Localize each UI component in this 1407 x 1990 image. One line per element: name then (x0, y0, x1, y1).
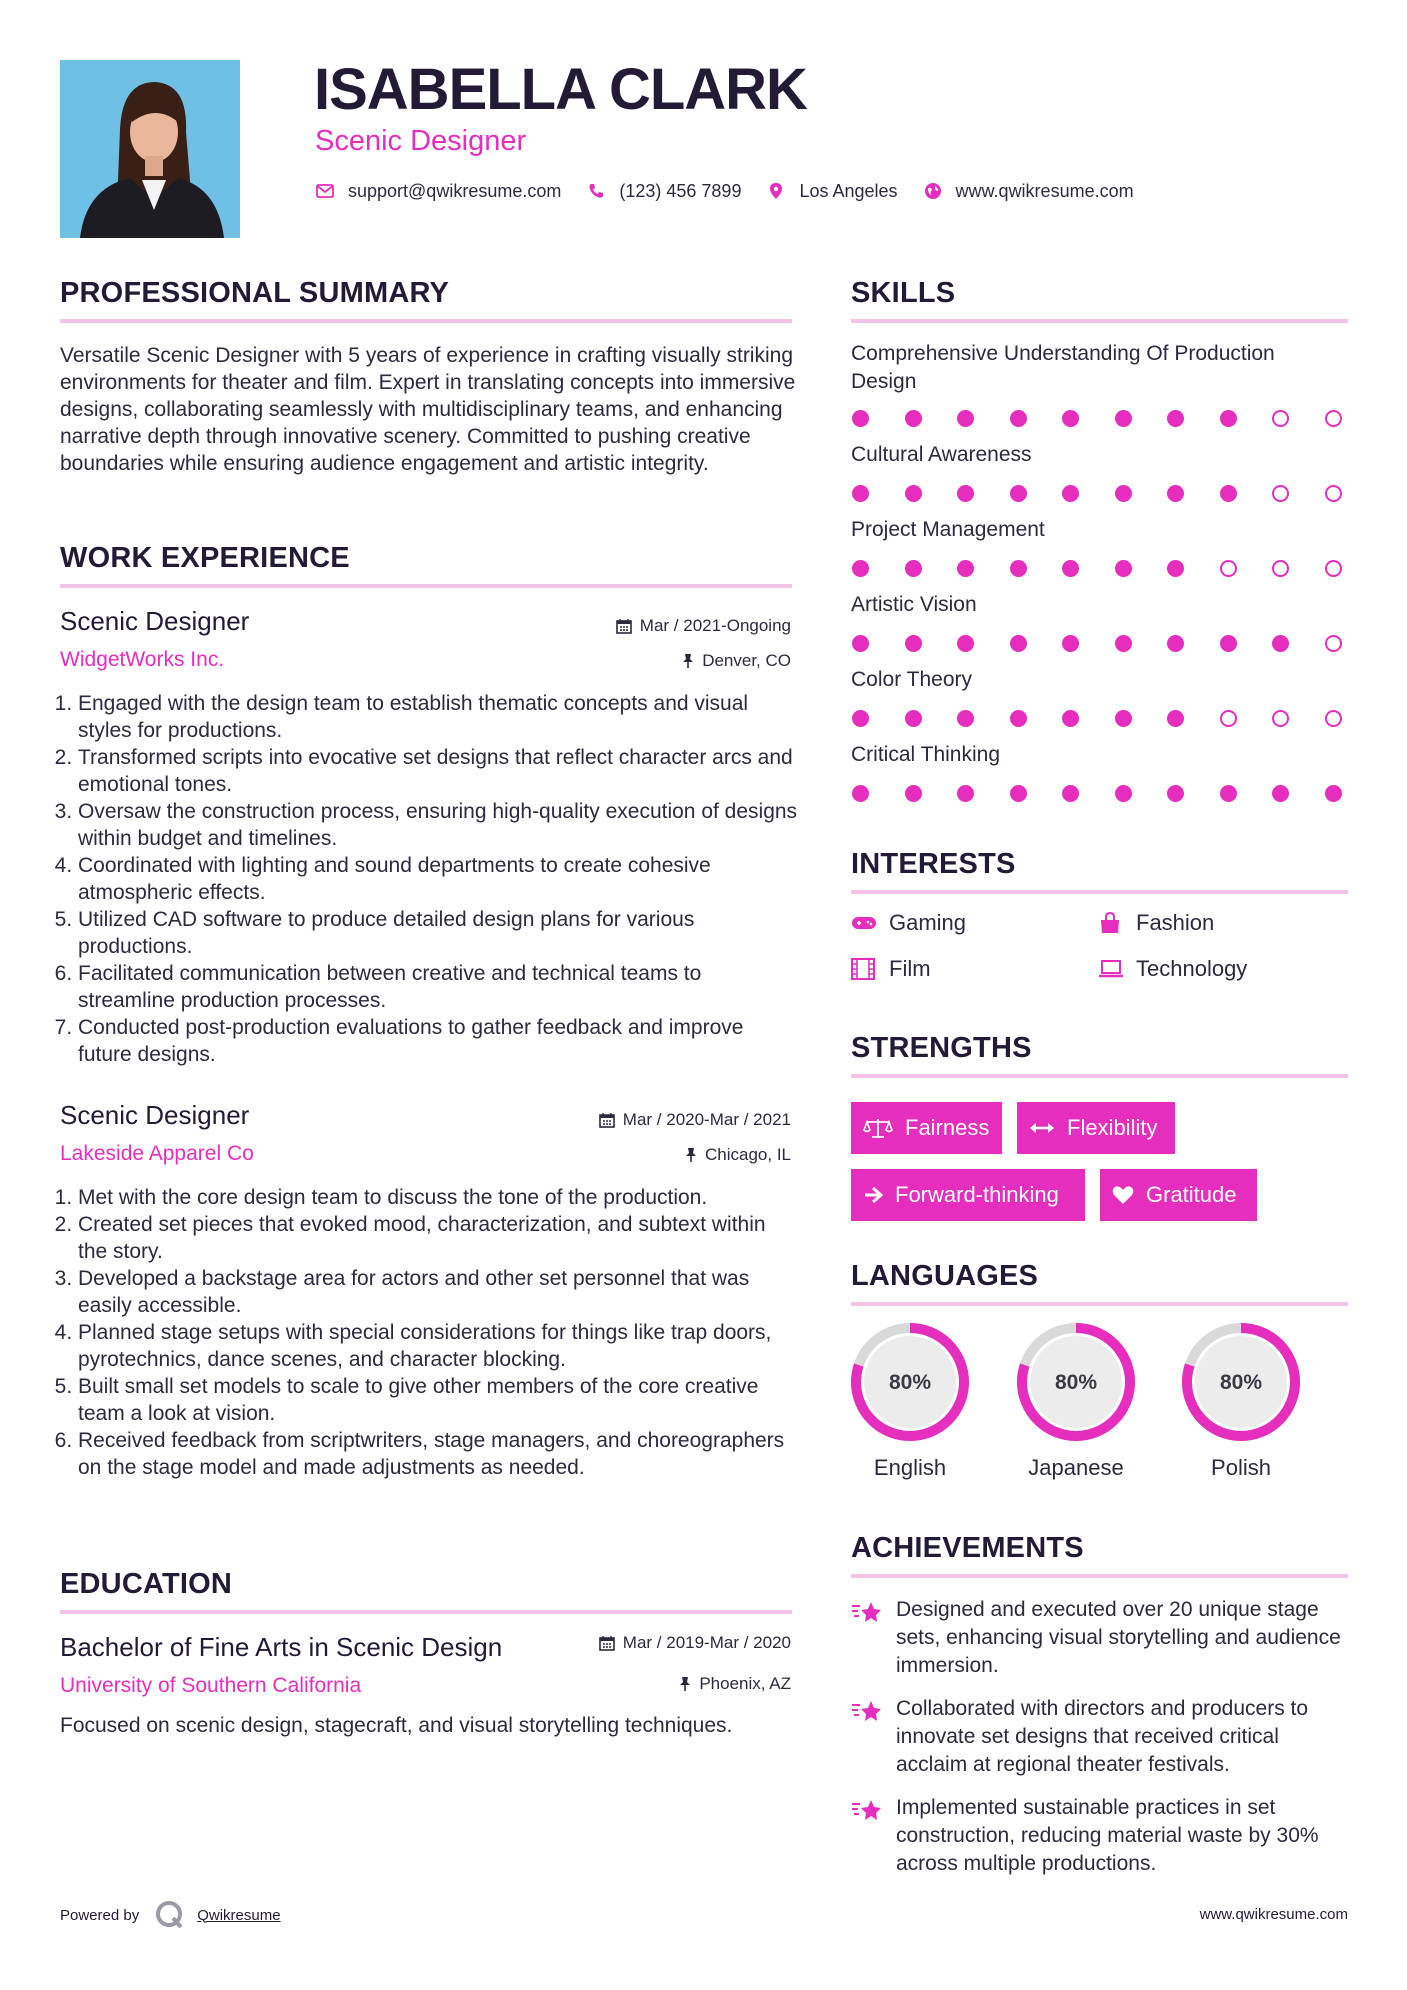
job-title: Scenic Designer (60, 606, 250, 636)
list-item: 6. Received feedback from scriptwriters, stage managers, and choreographers on the stage model and made adjustments as needed. (78, 1427, 800, 1481)
rating-dot-filled (1115, 635, 1132, 652)
rating-dot-filled (905, 710, 922, 727)
job-location (682, 651, 791, 671)
rating-dot-filled (1167, 710, 1184, 727)
rating-dot-filled (1167, 410, 1184, 427)
calendar-icon (599, 1112, 615, 1128)
strength-tag (851, 1102, 1002, 1154)
rating-dot-empty (1325, 560, 1342, 577)
laptop-icon (1098, 958, 1124, 980)
rating-dot-filled (905, 635, 922, 652)
strength-label: Forward-thinking (895, 1182, 1059, 1207)
heart-icon (1112, 1185, 1134, 1205)
list-item: 6. Facilitated communication between creative and technical teams to streamline production processes. (78, 960, 800, 1014)
summary-divider (60, 319, 792, 323)
rating-dot-filled (957, 485, 974, 502)
footer-powered-by (60, 1900, 281, 1930)
rating-dot-filled (852, 785, 869, 802)
skill-rating (852, 635, 1342, 652)
skill-rating (852, 785, 1342, 802)
job-company: WidgetWorks Inc. (60, 648, 225, 671)
achievements-divider (851, 1574, 1348, 1578)
rating-dot-filled (1062, 785, 1079, 802)
language-name: Polish (1211, 1455, 1271, 1480)
candidate-name: ISABELLA CLARK (314, 57, 807, 122)
strengths-divider (851, 1074, 1348, 1078)
language-percent: 80% (1054, 1371, 1098, 1394)
language-item (1014, 1320, 1138, 1481)
education-heading: EDUCATION (60, 1568, 233, 1600)
rating-dot-empty (1272, 560, 1289, 577)
job-title: Scenic Designer (60, 1100, 250, 1130)
rating-dot-filled (1115, 785, 1132, 802)
school-name: University of Southern California (60, 1674, 362, 1697)
interest-item (851, 910, 966, 936)
rating-dot-filled (852, 710, 869, 727)
rating-dot-filled (1272, 635, 1289, 652)
interest-label: Technology (1136, 956, 1248, 981)
interest-item (1098, 910, 1214, 936)
education-location (679, 1674, 791, 1694)
rating-dot-empty (1220, 710, 1237, 727)
experience-divider (60, 584, 792, 588)
rating-dot-filled (1115, 485, 1132, 502)
contact-location: Los Angeles (799, 180, 898, 201)
list-item: 5. Built small set models to scale to give other members of the core creative team a look at vision. (78, 1373, 800, 1427)
interest-label: Gaming (889, 910, 967, 935)
interests-divider (851, 890, 1348, 894)
rating-dot-empty (1272, 485, 1289, 502)
gamepad-icon (851, 912, 877, 934)
degree-title: Bachelor of Fine Arts in Scenic Design (60, 1632, 503, 1662)
rating-dot-filled (1062, 410, 1079, 427)
rating-dot-filled (1115, 560, 1132, 577)
rating-dot-empty (1325, 485, 1342, 502)
job-company: Lakeside Apparel Co (60, 1142, 254, 1165)
rating-dot-filled (852, 635, 869, 652)
education-location-text: Phoenix, AZ (699, 1674, 791, 1693)
rating-dot-filled (1010, 635, 1027, 652)
rating-dot-filled (1010, 560, 1027, 577)
rating-dot-filled (1062, 560, 1079, 577)
education-date-text: Mar / 2019-Mar / 2020 (622, 1633, 791, 1652)
language-progress-ring (1014, 1320, 1138, 1444)
arrow-right-icon (863, 1186, 883, 1204)
rating-dot-filled (905, 785, 922, 802)
job-location (685, 1145, 791, 1165)
contact-website[interactable]: www.qwikresume.com (955, 180, 1134, 201)
rating-dot-filled (905, 410, 922, 427)
rating-dot-filled (1325, 785, 1342, 802)
rating-dot-filled (1167, 635, 1184, 652)
rating-dot-filled (1220, 410, 1237, 427)
language-progress-ring (1179, 1320, 1303, 1444)
job-date-text: Mar / 2020-Mar / 2021 (622, 1110, 791, 1129)
interest-label: Film (889, 956, 931, 981)
footer-website[interactable]: www.qwikresume.com (1199, 1906, 1348, 1923)
rating-dot-empty (1325, 710, 1342, 727)
shopping-bag-icon (1098, 912, 1124, 934)
rating-dot-empty (1325, 635, 1342, 652)
arrows-horizontal-icon (1029, 1121, 1055, 1135)
experience-heading: WORK EXPERIENCE (60, 542, 350, 574)
summary-heading: PROFESSIONAL SUMMARY (60, 277, 450, 309)
award-star-icon (851, 1798, 883, 1826)
job-date (616, 616, 791, 636)
skill-name: Project Management (851, 518, 1045, 541)
interest-item (1098, 956, 1247, 982)
strength-label: Flexibility (1067, 1115, 1158, 1140)
rating-dot-filled (957, 410, 974, 427)
job-bullets (60, 690, 800, 1068)
brand-link[interactable]: Qwikresume (197, 1906, 281, 1924)
rating-dot-filled (1115, 410, 1132, 427)
job-location-text: Denver, CO (702, 651, 791, 670)
achievements-heading: ACHIEVEMENTS (851, 1532, 1084, 1564)
list-item: 5. Utilized CAD software to produce detailed design plans for various productions. (78, 906, 800, 960)
contact-email[interactable]: support@qwikresume.com (348, 180, 562, 201)
language-item (848, 1320, 972, 1481)
film-icon (851, 958, 877, 980)
rating-dot-empty (1220, 560, 1237, 577)
job-date (599, 1110, 791, 1130)
language-name: English (873, 1455, 947, 1480)
rating-dot-filled (1062, 635, 1079, 652)
rating-dot-filled (1220, 785, 1237, 802)
rating-dot-filled (1167, 560, 1184, 577)
list-item: 4. Planned stage setups with special considerations for things like trap doors, pyrotechnics, dance scenes, and character blocking. (78, 1319, 800, 1373)
education-date (599, 1633, 791, 1653)
strength-label: Gratitude (1146, 1182, 1237, 1207)
rating-dot-filled (1010, 785, 1027, 802)
job-bullets (60, 1184, 800, 1481)
rating-dot-filled (1062, 710, 1079, 727)
interest-label: Fashion (1136, 910, 1215, 935)
skill-name: Color Theory (851, 668, 972, 691)
calendar-icon (599, 1635, 615, 1651)
strength-tag (851, 1169, 1085, 1221)
interest-item (851, 956, 931, 982)
job-date-text: Mar / 2021-Ongoing (639, 616, 791, 635)
language-name: Japanese (1028, 1455, 1124, 1480)
candidate-role: Scenic Designer (315, 125, 527, 157)
balance-scale-icon (863, 1117, 893, 1139)
list-item: 1. Engaged with the design team to establish thematic concepts and visual styles for productions. (78, 690, 800, 744)
rating-dot-filled (852, 485, 869, 502)
rating-dot-filled (1272, 785, 1289, 802)
skill-rating (852, 710, 1342, 727)
skill-name: Critical Thinking (851, 743, 1000, 766)
skill-rating (852, 560, 1342, 577)
summary-text: Versatile Scenic Designer with 5 years of experience in crafting visually striking environments for theater and film. Expert in translating concepts into immersive designs, collaborating seamlessly with multidisciplinary teams, and enhancing narrative depth through innovative scenery. Committed to pushing creative boundaries while ensuring audience engagement and artistic integrity. (60, 344, 796, 475)
achievement-text: Implemented sustainable practices in set construction, reducing material waste by 30% across multiple productions. (896, 1796, 1319, 1875)
powered-by-label: Powered by (60, 1906, 140, 1924)
calendar-icon (616, 618, 632, 634)
language-progress-ring (848, 1320, 972, 1444)
strength-label: Fairness (905, 1115, 990, 1140)
pushpin-icon (682, 653, 694, 669)
rating-dot-filled (1167, 485, 1184, 502)
rating-dot-filled (1010, 410, 1027, 427)
qwikresume-logo-icon (155, 1900, 185, 1930)
rating-dot-filled (1220, 635, 1237, 652)
list-item: 3. Oversaw the construction process, ensuring high-quality execution of designs within budget and timelines. (78, 798, 800, 852)
languages-divider (851, 1302, 1348, 1306)
skill-name: Cultural Awareness (851, 443, 1032, 466)
list-item: 4. Coordinated with lighting and sound departments to create cohesive atmospheric effects. (78, 852, 800, 906)
rating-dot-filled (852, 560, 869, 577)
skill-name: Comprehensive Understanding Of Production Design (851, 342, 1275, 393)
pushpin-icon (679, 1676, 691, 1692)
pushpin-icon (685, 1147, 697, 1163)
rating-dot-filled (1010, 710, 1027, 727)
education-description: Focused on scenic design, stagecraft, and visual storytelling techniques. (60, 1714, 733, 1737)
map-pin-icon (765, 180, 787, 202)
strength-tag (1017, 1102, 1175, 1154)
language-percent: 80% (1219, 1371, 1263, 1394)
list-item: 3. Developed a backstage area for actors and other set personnel that was easily accessible. (78, 1265, 800, 1319)
award-star-icon (851, 1699, 883, 1727)
job-location-text: Chicago, IL (705, 1145, 791, 1164)
skills-heading: SKILLS (851, 277, 956, 309)
rating-dot-filled (1062, 485, 1079, 502)
interests-heading: INTERESTS (851, 848, 1016, 880)
rating-dot-filled (1167, 785, 1184, 802)
contact-phone[interactable]: (123) 456 7899 (619, 180, 742, 201)
rating-dot-empty (1272, 410, 1289, 427)
rating-dot-filled (957, 635, 974, 652)
rating-dot-filled (852, 410, 869, 427)
envelope-icon (314, 180, 336, 202)
rating-dot-filled (1115, 710, 1132, 727)
skill-name: Artistic Vision (851, 593, 977, 616)
language-item (1179, 1320, 1303, 1481)
list-item: 2. Transformed scripts into evocative set designs that reflect character arcs and emotional tones. (78, 744, 800, 798)
skills-divider (851, 319, 1348, 323)
rating-dot-filled (905, 560, 922, 577)
skill-rating (852, 410, 1342, 427)
strengths-heading: STRENGTHS (851, 1032, 1032, 1064)
rating-dot-empty (1325, 410, 1342, 427)
globe-icon (922, 180, 944, 202)
language-percent: 80% (888, 1371, 932, 1394)
education-divider (60, 1610, 792, 1614)
rating-dot-filled (1220, 485, 1237, 502)
achievement-text: Designed and executed over 20 unique stage sets, enhancing visual storytelling and audience immersion. (896, 1598, 1341, 1677)
contact-row (314, 178, 1158, 204)
list-item: 2. Created set pieces that evoked mood, characterization, and subtext within the story. (78, 1211, 800, 1265)
phone-icon (585, 180, 607, 202)
rating-dot-filled (957, 785, 974, 802)
rating-dot-filled (957, 560, 974, 577)
rating-dot-filled (1010, 485, 1027, 502)
list-item: 7. Conducted post-production evaluations to gather feedback and improve future designs. (78, 1014, 800, 1068)
rating-dot-filled (905, 485, 922, 502)
list-item: 1. Met with the core design team to discuss the tone of the production. (78, 1184, 800, 1211)
award-star-icon (851, 1600, 883, 1628)
languages-heading: LANGUAGES (851, 1260, 1039, 1292)
strength-tag (1100, 1169, 1257, 1221)
profile-photo (60, 60, 240, 238)
rating-dot-filled (957, 710, 974, 727)
skill-rating (852, 485, 1342, 502)
rating-dot-empty (1272, 710, 1289, 727)
achievement-text: Collaborated with directors and producers to innovate set designs that received critical acclaim at regional theater festivals. (896, 1697, 1309, 1776)
